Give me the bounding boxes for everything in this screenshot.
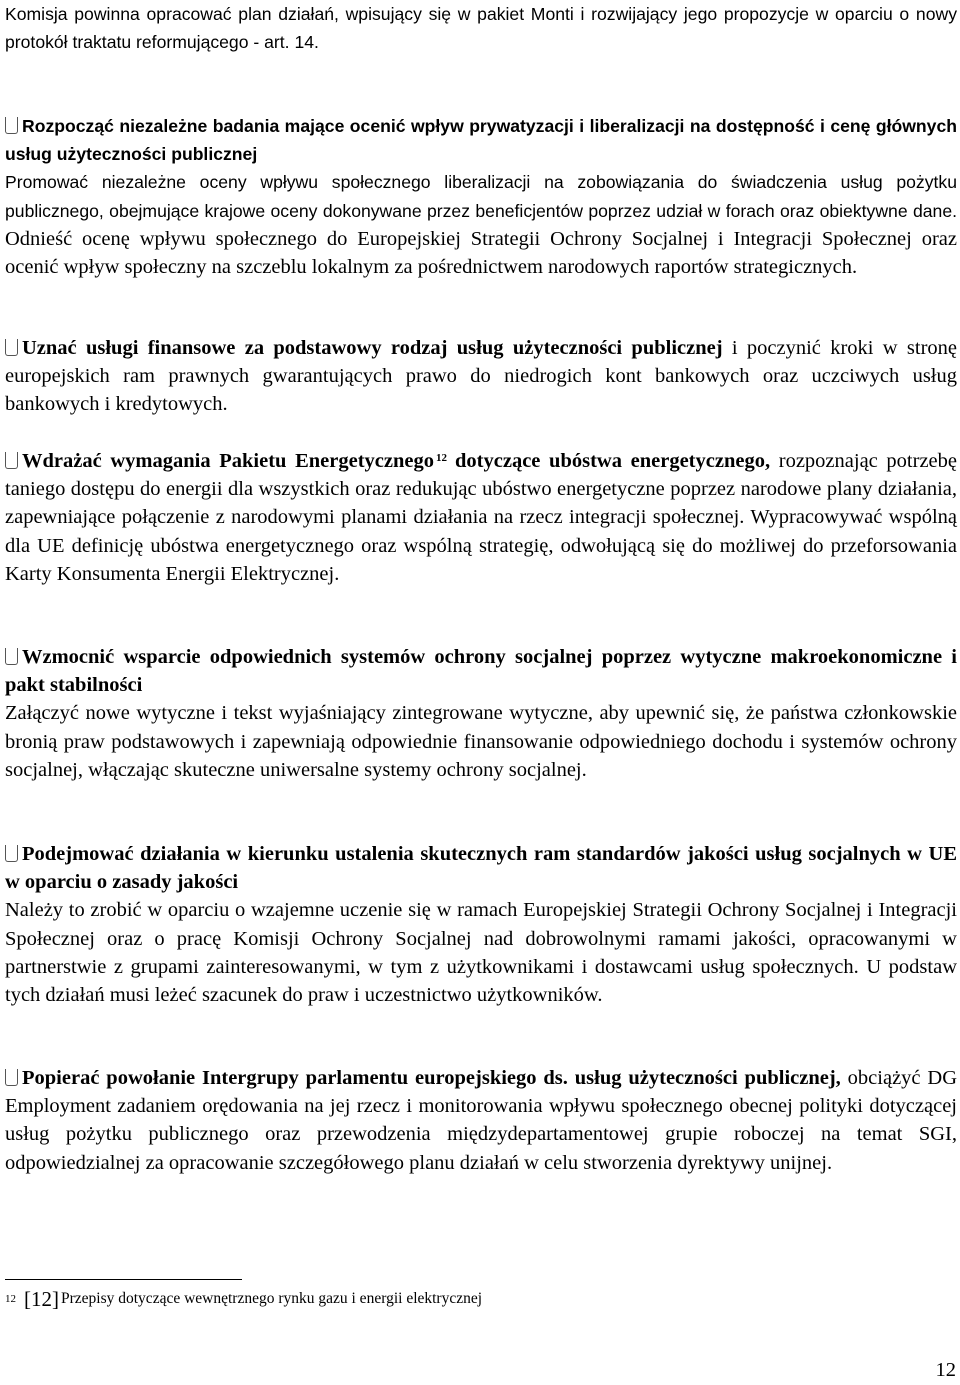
section-heading: Podejmować działania w kierunku ustalenia skutecznych ram standardów jakości usług socjalnych w UE w oparciu o zasady jakości — [5, 843, 957, 894]
section-body: Załączyć nowe wytyczne i tekst wyjaśniający zintegrowane wytyczne, aby upewnić się, że państwa członkowskie bronią praw podstawowych i zapewniają odpowiednie finansowanie odpowiedniego dochodu i systemów ochrony socjalnej, włączając skuteczne uniwersalne systemy ochrony socjalnej. — [5, 702, 957, 781]
section-heading: Rozpocząć niezależne badania mające ocenić wpływ prywatyzacji i liberalizacji na dostępność i cenę głównych usług użyteczności publicznej — [5, 116, 957, 165]
section-heading: Wzmocnić wsparcie odpowiednich systemów ochrony socjalnej poprzez wytyczne makroekonomiczne i pakt stabilności — [5, 646, 957, 697]
section-body-continued: Odnieść ocenę wpływu społecznego do Europejskiej Strategii Ochrony Socjalnej i Integracji Społecznej oraz ocenić wpływ społeczny na szczeblu lokalnym za pośrednictwem narodowych raportów strategicznych. — [5, 227, 957, 279]
section-heading: Uznać usługi finansowe za podstawowy rodzaj usług użyteczności publicznej — [22, 337, 723, 359]
footnote-reference[interactable]: 12 — [436, 452, 448, 464]
page-number: 12 — [935, 1359, 956, 1381]
bullet-icon — [5, 117, 18, 134]
section-body: Należy to zrobić w oparciu o wzajemne uczenie się w ramach Europejskiej Strategii Ochrony Socjalnej i Integracji Społecznej oraz o pracę Komisji Ochrony Socjalnej nad dobrowolnymi ramami jakości, opracowanymi w partnerstwie z grupami zainteresowanymi, w tym z użytkownikami i dostawcami usług społecznych. U podstaw tych działań musi leżeć szacunek do praw i uczestnictwo użytkowników. — [5, 899, 957, 1007]
footnote-ref-label: [12] — [24, 1287, 59, 1311]
section-4 — [5, 643, 957, 784]
bullet-icon — [5, 452, 18, 469]
section-body: rozpoznając potrzebę taniego dostępu do energii dla wszystkich oraz redukując ubóstwo energetyczne poprzez narodowe plany działania, zapewniające połączenie z narodowymi planami działania na rzecz integracji społecznej. Wypracowywać wspólną dla UE definicję ubóstwa energetycznego oraz wspólną strategię, odwołującą się do możliwej do przeforsowania Karty Konsumenta Energii Elektrycznej. — [5, 450, 957, 585]
section-body: Promować niezależne oceny wpływu społecznego liberalizacji na zobowiązania do świadczenia usług pożytku publicznego, obejmujące krajowe oceny dokonywane przez beneficjentów poprzez udział w forach oraz obiektywne dane. — [5, 172, 957, 221]
section-5 — [5, 840, 957, 1009]
section-heading: Popierać powołanie Intergrupy parlamentu europejskiego ds. usług użyteczności publicznej, — [22, 1067, 841, 1089]
bullet-icon — [5, 1069, 18, 1086]
bullet-icon — [5, 648, 18, 665]
footnote-text: Przepisy dotyczące wewnętrznego rynku gazu i energii elektrycznej — [61, 1290, 483, 1307]
section-heading-continued: dotyczące ubóstwa energetycznego, — [455, 450, 771, 472]
section-2 — [5, 334, 957, 419]
footnote-divider — [5, 1279, 242, 1280]
section-heading: Wdrażać wymagania Pakietu Energetycznego — [22, 450, 435, 472]
bullet-icon — [5, 845, 18, 862]
intro-paragraph — [5, 0, 957, 56]
section-body: i poczynić kroki w stronę europejskich ram prawnych gwarantujących prawo do niedrogich kont bankowych oraz uczciwych usług bankowych i kredytowych. — [5, 337, 958, 416]
intro-text: Komisja powinna opracować plan działań, wpisujący się w pakiet Monti i rozwijający jego propozycje w oparciu o nowy protokół traktatu reformującego - art. 14. — [5, 4, 957, 53]
section-1 — [5, 112, 957, 281]
section-body: obciążyć DG Employment zadaniem orędowania na jej rzecz i monitorowania wpływu społecznego obecnej polityki dotyczącej usług pożytku publicznego oraz przewodzenia międzydepartamentowej grupie roboczej na temat SGI, odpowiedzialnej za opracowanie szczegółowego planu działań w celu stworzenia dyrektywy unijnej. — [5, 1067, 957, 1174]
section-6 — [5, 1064, 957, 1177]
bullet-icon — [5, 339, 18, 356]
section-3 — [5, 447, 957, 588]
footnote-number: 12 — [5, 1293, 16, 1305]
footnote — [5, 1287, 482, 1311]
